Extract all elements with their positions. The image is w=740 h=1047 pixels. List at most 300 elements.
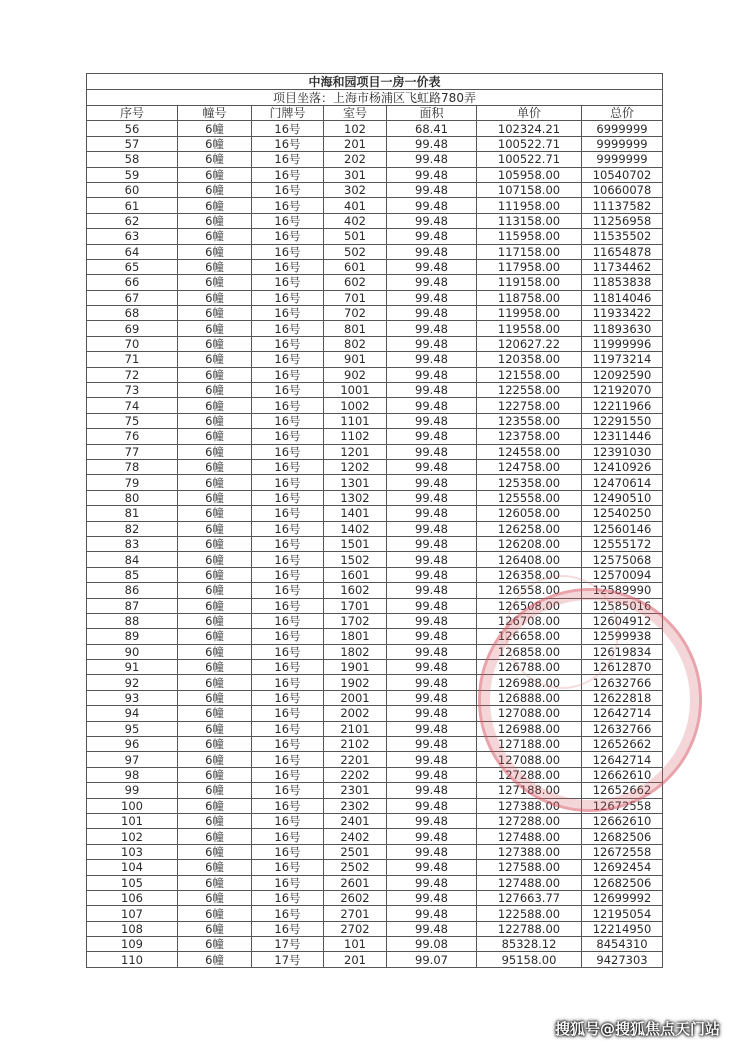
cell-area: 99.48 — [387, 844, 477, 859]
cell-door-number: 16号 — [252, 737, 324, 752]
cell-serial: 59 — [87, 167, 178, 182]
cell-unit-price: 126358.00 — [477, 567, 582, 582]
cell-unit-price: 127663.77 — [477, 890, 582, 905]
cell-building: 6幢 — [178, 259, 252, 274]
cell-total-price: 12672558 — [582, 844, 663, 859]
cell-room: 802 — [324, 336, 387, 351]
cell-serial: 67 — [87, 290, 178, 305]
table-row — [87, 259, 663, 274]
cell-area: 99.48 — [387, 690, 477, 705]
table-row — [87, 906, 663, 921]
cell-room: 1302 — [324, 490, 387, 505]
cell-area: 99.48 — [387, 336, 477, 351]
cell-building: 6幢 — [178, 721, 252, 736]
cell-area: 99.48 — [387, 613, 477, 628]
cell-room: 1301 — [324, 475, 387, 490]
cell-building: 6幢 — [178, 229, 252, 244]
cell-serial: 66 — [87, 275, 178, 290]
cell-serial: 56 — [87, 121, 178, 136]
col-header-serial: 序号 — [87, 106, 178, 121]
cell-area: 99.48 — [387, 444, 477, 459]
cell-room: 2402 — [324, 829, 387, 844]
table-row — [87, 167, 663, 182]
cell-door-number: 16号 — [252, 767, 324, 782]
cell-building: 6幢 — [178, 198, 252, 213]
table-row — [87, 890, 663, 905]
cell-area: 99.48 — [387, 136, 477, 151]
cell-serial: 89 — [87, 629, 178, 644]
cell-total-price: 12632766 — [582, 675, 663, 690]
cell-building: 6幢 — [178, 475, 252, 490]
cell-door-number: 16号 — [252, 906, 324, 921]
cell-unit-price: 126708.00 — [477, 613, 582, 628]
table-row — [87, 844, 663, 859]
cell-building: 6幢 — [178, 136, 252, 151]
table-row — [87, 121, 663, 136]
cell-building: 6幢 — [178, 367, 252, 382]
cell-room: 301 — [324, 167, 387, 182]
cell-total-price: 12642714 — [582, 752, 663, 767]
cell-building: 6幢 — [178, 921, 252, 936]
cell-building: 6幢 — [178, 536, 252, 551]
cell-building: 6幢 — [178, 352, 252, 367]
cell-total-price: 8454310 — [582, 937, 663, 952]
table-row — [87, 290, 663, 305]
table-row — [87, 490, 663, 505]
cell-building: 6幢 — [178, 737, 252, 752]
cell-total-price: 12622818 — [582, 690, 663, 705]
cell-room: 702 — [324, 306, 387, 321]
table-row — [87, 952, 663, 967]
cell-unit-price: 122588.00 — [477, 906, 582, 921]
cell-door-number: 16号 — [252, 213, 324, 228]
cell-unit-price: 127288.00 — [477, 767, 582, 782]
cell-serial: 91 — [87, 660, 178, 675]
cell-unit-price: 102324.21 — [477, 121, 582, 136]
cell-door-number: 16号 — [252, 383, 324, 398]
cell-serial: 109 — [87, 937, 178, 952]
cell-total-price: 12612870 — [582, 660, 663, 675]
cell-serial: 64 — [87, 244, 178, 259]
cell-door-number: 16号 — [252, 306, 324, 321]
cell-total-price: 9427303 — [582, 952, 663, 967]
table-row — [87, 198, 663, 213]
cell-total-price: 12632766 — [582, 721, 663, 736]
cell-door-number: 16号 — [252, 536, 324, 551]
cell-total-price: 12642714 — [582, 706, 663, 721]
cell-building: 6幢 — [178, 629, 252, 644]
cell-door-number: 17号 — [252, 952, 324, 967]
cell-total-price: 12291550 — [582, 413, 663, 428]
cell-unit-price: 120627.22 — [477, 336, 582, 351]
cell-unit-price: 124758.00 — [477, 459, 582, 474]
cell-room: 202 — [324, 152, 387, 167]
table-row — [87, 413, 663, 428]
table-row — [87, 429, 663, 444]
cell-room: 201 — [324, 952, 387, 967]
cell-door-number: 16号 — [252, 259, 324, 274]
project-address: 项目坐落：上海市杨浦区飞虹路780弄 — [87, 90, 663, 106]
cell-door-number: 16号 — [252, 598, 324, 613]
cell-serial: 90 — [87, 644, 178, 659]
cell-total-price: 12192070 — [582, 383, 663, 398]
cell-unit-price: 119558.00 — [477, 321, 582, 336]
cell-total-price: 11535502 — [582, 229, 663, 244]
cell-room: 401 — [324, 198, 387, 213]
cell-area: 99.48 — [387, 737, 477, 752]
cell-unit-price: 123558.00 — [477, 413, 582, 428]
cell-serial: 102 — [87, 829, 178, 844]
cell-unit-price: 127088.00 — [477, 706, 582, 721]
cell-area: 99.48 — [387, 198, 477, 213]
cell-room: 2001 — [324, 690, 387, 705]
table-row — [87, 136, 663, 151]
cell-serial: 99 — [87, 783, 178, 798]
cell-unit-price: 126988.00 — [477, 675, 582, 690]
cell-unit-price: 127388.00 — [477, 798, 582, 813]
cell-total-price: 12391030 — [582, 444, 663, 459]
cell-room: 1202 — [324, 459, 387, 474]
cell-building: 6幢 — [178, 752, 252, 767]
cell-room: 1201 — [324, 444, 387, 459]
cell-door-number: 16号 — [252, 290, 324, 305]
cell-room: 902 — [324, 367, 387, 382]
cell-total-price: 12211966 — [582, 398, 663, 413]
cell-building: 6幢 — [178, 706, 252, 721]
cell-door-number: 16号 — [252, 890, 324, 905]
table-row — [87, 660, 663, 675]
cell-room: 2301 — [324, 783, 387, 798]
cell-total-price: 11893630 — [582, 321, 663, 336]
cell-room: 2101 — [324, 721, 387, 736]
cell-unit-price: 100522.71 — [477, 136, 582, 151]
cell-total-price: 12540250 — [582, 506, 663, 521]
table-row — [87, 767, 663, 782]
cell-area: 99.07 — [387, 952, 477, 967]
cell-door-number: 16号 — [252, 275, 324, 290]
cell-door-number: 17号 — [252, 937, 324, 952]
cell-door-number: 16号 — [252, 152, 324, 167]
cell-area: 99.48 — [387, 598, 477, 613]
cell-building: 6幢 — [178, 583, 252, 598]
cell-door-number: 16号 — [252, 829, 324, 844]
cell-total-price: 12490510 — [582, 490, 663, 505]
cell-area: 99.48 — [387, 783, 477, 798]
cell-total-price: 11853838 — [582, 275, 663, 290]
cell-room: 1001 — [324, 383, 387, 398]
cell-unit-price: 119958.00 — [477, 306, 582, 321]
table-row — [87, 182, 663, 197]
cell-unit-price: 127488.00 — [477, 829, 582, 844]
cell-total-price: 12555172 — [582, 536, 663, 551]
cell-door-number: 16号 — [252, 721, 324, 736]
cell-unit-price: 126888.00 — [477, 690, 582, 705]
cell-building: 6幢 — [178, 306, 252, 321]
cell-area: 99.48 — [387, 167, 477, 182]
cell-room: 1902 — [324, 675, 387, 690]
cell-serial: 93 — [87, 690, 178, 705]
cell-room: 1401 — [324, 506, 387, 521]
table-row — [87, 506, 663, 521]
table-row — [87, 152, 663, 167]
cell-serial: 101 — [87, 813, 178, 828]
cell-serial: 85 — [87, 567, 178, 582]
cell-building: 6幢 — [178, 506, 252, 521]
cell-building: 6幢 — [178, 490, 252, 505]
cell-door-number: 16号 — [252, 567, 324, 582]
table-row — [87, 275, 663, 290]
cell-area: 99.48 — [387, 229, 477, 244]
cell-area: 99.48 — [387, 921, 477, 936]
cell-area: 99.48 — [387, 798, 477, 813]
cell-serial: 77 — [87, 444, 178, 459]
cell-building: 6幢 — [178, 660, 252, 675]
cell-unit-price: 122758.00 — [477, 398, 582, 413]
table-row — [87, 737, 663, 752]
cell-room: 1502 — [324, 552, 387, 567]
cell-door-number: 16号 — [252, 413, 324, 428]
table-row — [87, 598, 663, 613]
cell-unit-price: 107158.00 — [477, 182, 582, 197]
cell-unit-price: 115958.00 — [477, 229, 582, 244]
cell-building: 6幢 — [178, 213, 252, 228]
table-row — [87, 383, 663, 398]
cell-room: 1102 — [324, 429, 387, 444]
cell-room: 602 — [324, 275, 387, 290]
cell-unit-price: 127488.00 — [477, 875, 582, 890]
cell-room: 2702 — [324, 921, 387, 936]
cell-area: 99.48 — [387, 506, 477, 521]
table-row — [87, 567, 663, 582]
cell-serial: 108 — [87, 921, 178, 936]
cell-total-price: 12599938 — [582, 629, 663, 644]
table-body — [87, 121, 663, 967]
table-row — [87, 521, 663, 536]
cell-room: 701 — [324, 290, 387, 305]
cell-area: 99.08 — [387, 937, 477, 952]
cell-room: 402 — [324, 213, 387, 228]
cell-building: 6幢 — [178, 813, 252, 828]
table-row — [87, 321, 663, 336]
cell-door-number: 16号 — [252, 690, 324, 705]
cell-area: 99.48 — [387, 152, 477, 167]
cell-area: 99.48 — [387, 629, 477, 644]
cell-room: 1002 — [324, 398, 387, 413]
cell-room: 2501 — [324, 844, 387, 859]
col-header-building: 幢号 — [178, 106, 252, 121]
table-row — [87, 783, 663, 798]
cell-serial: 69 — [87, 321, 178, 336]
cell-building: 6幢 — [178, 552, 252, 567]
cell-total-price: 10660078 — [582, 182, 663, 197]
cell-total-price: 12470614 — [582, 475, 663, 490]
cell-unit-price: 122558.00 — [477, 383, 582, 398]
cell-serial: 104 — [87, 860, 178, 875]
cell-total-price: 12575068 — [582, 552, 663, 567]
cell-serial: 110 — [87, 952, 178, 967]
cell-unit-price: 126658.00 — [477, 629, 582, 644]
cell-building: 6幢 — [178, 152, 252, 167]
cell-building: 6幢 — [178, 244, 252, 259]
cell-door-number: 16号 — [252, 875, 324, 890]
cell-area: 99.48 — [387, 567, 477, 582]
cell-building: 6幢 — [178, 336, 252, 351]
cell-building: 6幢 — [178, 860, 252, 875]
cell-unit-price: 126258.00 — [477, 521, 582, 536]
table-row — [87, 583, 663, 598]
cell-unit-price: 126988.00 — [477, 721, 582, 736]
cell-building: 6幢 — [178, 398, 252, 413]
table-row — [87, 367, 663, 382]
cell-total-price: 12604912 — [582, 613, 663, 628]
cell-total-price: 12570094 — [582, 567, 663, 582]
cell-total-price: 12092590 — [582, 367, 663, 382]
cell-room: 501 — [324, 229, 387, 244]
cell-door-number: 16号 — [252, 644, 324, 659]
price-table — [86, 73, 663, 968]
cell-door-number: 16号 — [252, 490, 324, 505]
cell-room: 302 — [324, 182, 387, 197]
table-row — [87, 860, 663, 875]
cell-area: 68.41 — [387, 121, 477, 136]
cell-area: 99.48 — [387, 875, 477, 890]
cell-unit-price: 125558.00 — [477, 490, 582, 505]
cell-serial: 87 — [87, 598, 178, 613]
cell-area: 99.48 — [387, 244, 477, 259]
cell-serial: 79 — [87, 475, 178, 490]
cell-area: 99.48 — [387, 459, 477, 474]
cell-area: 99.48 — [387, 213, 477, 228]
cell-door-number: 16号 — [252, 860, 324, 875]
cell-door-number: 16号 — [252, 798, 324, 813]
cell-door-number: 16号 — [252, 459, 324, 474]
cell-room: 1402 — [324, 521, 387, 536]
col-header-room: 室号 — [324, 106, 387, 121]
cell-area: 99.48 — [387, 829, 477, 844]
cell-serial: 106 — [87, 890, 178, 905]
table-row — [87, 675, 663, 690]
cell-area: 99.48 — [387, 706, 477, 721]
cell-room: 1802 — [324, 644, 387, 659]
cell-total-price: 12214950 — [582, 921, 663, 936]
cell-building: 6幢 — [178, 890, 252, 905]
cell-room: 2401 — [324, 813, 387, 828]
cell-building: 6幢 — [178, 598, 252, 613]
cell-serial: 103 — [87, 844, 178, 859]
cell-area: 99.48 — [387, 583, 477, 598]
cell-area: 99.48 — [387, 660, 477, 675]
cell-total-price: 11734462 — [582, 259, 663, 274]
cell-total-price: 12672558 — [582, 798, 663, 813]
cell-area: 99.48 — [387, 675, 477, 690]
cell-serial: 71 — [87, 352, 178, 367]
cell-area: 99.48 — [387, 398, 477, 413]
cell-building: 6幢 — [178, 952, 252, 967]
cell-serial: 83 — [87, 536, 178, 551]
cell-room: 1901 — [324, 660, 387, 675]
cell-unit-price: 126788.00 — [477, 660, 582, 675]
cell-area: 99.48 — [387, 475, 477, 490]
cell-room: 1702 — [324, 613, 387, 628]
table-title: 中海和园项目一房一价表 — [87, 74, 663, 90]
cell-total-price: 11654878 — [582, 244, 663, 259]
cell-area: 99.48 — [387, 429, 477, 444]
cell-total-price: 9999999 — [582, 136, 663, 151]
cell-serial: 68 — [87, 306, 178, 321]
cell-total-price: 12662610 — [582, 813, 663, 828]
cell-total-price: 12585016 — [582, 598, 663, 613]
cell-unit-price: 105958.00 — [477, 167, 582, 182]
table-row — [87, 352, 663, 367]
cell-door-number: 16号 — [252, 613, 324, 628]
cell-serial: 74 — [87, 398, 178, 413]
table-row — [87, 613, 663, 628]
cell-building: 6幢 — [178, 290, 252, 305]
table-row — [87, 629, 663, 644]
cell-building: 6幢 — [178, 690, 252, 705]
cell-unit-price: 127088.00 — [477, 752, 582, 767]
cell-serial: 75 — [87, 413, 178, 428]
cell-unit-price: 122788.00 — [477, 921, 582, 936]
cell-door-number: 16号 — [252, 229, 324, 244]
cell-room: 2102 — [324, 737, 387, 752]
cell-area: 99.48 — [387, 259, 477, 274]
cell-door-number: 16号 — [252, 844, 324, 859]
cell-total-price: 10540702 — [582, 167, 663, 182]
table-row — [87, 937, 663, 952]
cell-serial: 86 — [87, 583, 178, 598]
cell-total-price: 12652662 — [582, 737, 663, 752]
cell-building: 6幢 — [178, 875, 252, 890]
cell-serial: 107 — [87, 906, 178, 921]
cell-total-price: 12692454 — [582, 860, 663, 875]
cell-serial: 94 — [87, 706, 178, 721]
cell-building: 6幢 — [178, 844, 252, 859]
cell-area: 99.48 — [387, 275, 477, 290]
cell-building: 6幢 — [178, 429, 252, 444]
cell-unit-price: 125358.00 — [477, 475, 582, 490]
cell-building: 6幢 — [178, 182, 252, 197]
cell-unit-price: 118758.00 — [477, 290, 582, 305]
cell-serial: 58 — [87, 152, 178, 167]
cell-room: 102 — [324, 121, 387, 136]
cell-door-number: 16号 — [252, 921, 324, 936]
cell-unit-price: 123758.00 — [477, 429, 582, 444]
cell-building: 6幢 — [178, 413, 252, 428]
cell-total-price: 6999999 — [582, 121, 663, 136]
cell-area: 99.48 — [387, 906, 477, 921]
table-row — [87, 244, 663, 259]
table-row — [87, 306, 663, 321]
cell-serial: 97 — [87, 752, 178, 767]
cell-door-number: 16号 — [252, 444, 324, 459]
cell-door-number: 16号 — [252, 629, 324, 644]
cell-building: 6幢 — [178, 906, 252, 921]
cell-door-number: 16号 — [252, 752, 324, 767]
cell-area: 99.48 — [387, 321, 477, 336]
cell-total-price: 11973214 — [582, 352, 663, 367]
cell-room: 1601 — [324, 567, 387, 582]
cell-serial: 72 — [87, 367, 178, 382]
cell-total-price: 12560146 — [582, 521, 663, 536]
cell-door-number: 16号 — [252, 352, 324, 367]
cell-building: 6幢 — [178, 829, 252, 844]
cell-serial: 84 — [87, 552, 178, 567]
cell-total-price: 12410926 — [582, 459, 663, 474]
cell-area: 99.48 — [387, 813, 477, 828]
cell-serial: 60 — [87, 182, 178, 197]
cell-building: 6幢 — [178, 644, 252, 659]
